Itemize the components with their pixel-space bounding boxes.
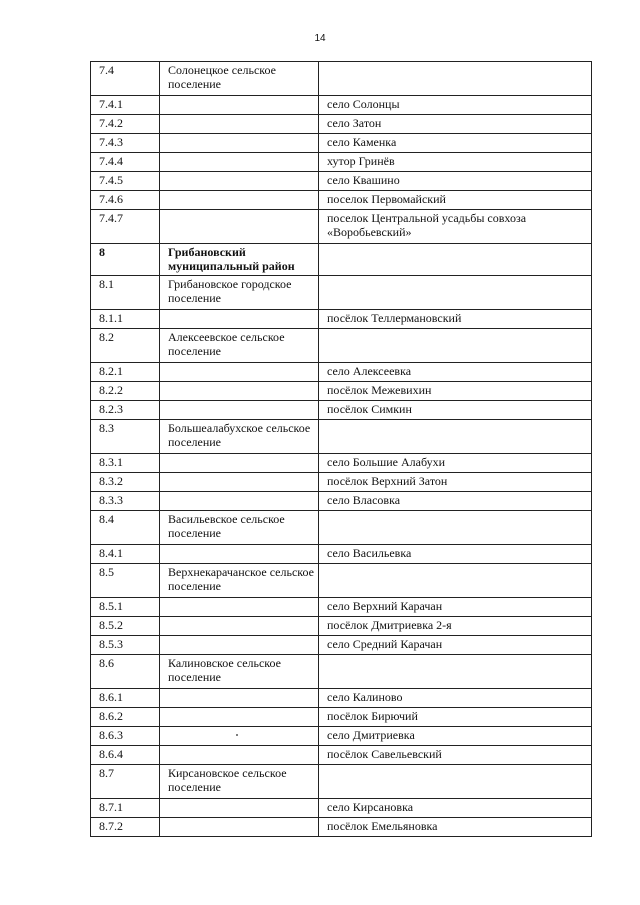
table-row: [91, 473, 592, 492]
row-code-cell: 8.5: [91, 564, 160, 598]
row-code-cell: 8.3.3: [91, 492, 160, 511]
row-settlement-cell: Солонецкое сельское поселение: [160, 62, 319, 96]
row-locality-cell: село Васильевка: [319, 545, 592, 564]
table-row: [91, 382, 592, 401]
row-settlement-cell: [160, 115, 319, 134]
table-row: [91, 727, 592, 746]
row-locality-cell: село Большие Алабухи: [319, 454, 592, 473]
row-settlement-cell: [160, 799, 319, 818]
row-code-cell: 7.4: [91, 62, 160, 96]
row-settlement-cell: [160, 96, 319, 115]
table-row: [91, 708, 592, 727]
row-settlement-cell: [160, 191, 319, 210]
table-row: [91, 420, 592, 454]
row-settlement-cell: Верхнекарачанское сельское поселение: [160, 564, 319, 598]
row-code-cell: 8.5.3: [91, 636, 160, 655]
row-locality-cell: [319, 62, 592, 96]
row-settlement-cell: [160, 598, 319, 617]
table-row: [91, 191, 592, 210]
row-settlement-cell: [160, 689, 319, 708]
row-code-cell: 8: [91, 244, 160, 276]
table-row: [91, 545, 592, 564]
row-settlement-cell: [160, 363, 319, 382]
table-row: [91, 454, 592, 473]
row-locality-cell: село Средний Карачан: [319, 636, 592, 655]
settlements-table-body: [91, 62, 592, 837]
row-code-cell: 7.4.3: [91, 134, 160, 153]
row-settlement-cell: [160, 310, 319, 329]
row-locality-cell: село Каменка: [319, 134, 592, 153]
row-locality-cell: хутор Гринёв: [319, 153, 592, 172]
row-settlement-cell: Большеалабухское сельское поселение: [160, 420, 319, 454]
table-row: [91, 689, 592, 708]
table-row: [91, 799, 592, 818]
row-locality-cell: посёлок Дмитриевка 2-я: [319, 617, 592, 636]
row-settlement-cell: [160, 636, 319, 655]
row-code-cell: 8.4: [91, 511, 160, 545]
row-code-cell: 8.6.1: [91, 689, 160, 708]
row-locality-cell: посёлок Межевихин: [319, 382, 592, 401]
row-locality-cell: село Квашино: [319, 172, 592, 191]
table-row: [91, 598, 592, 617]
row-locality-cell: село Верхний Карачан: [319, 598, 592, 617]
table-row: [91, 134, 592, 153]
row-code-cell: 7.4.2: [91, 115, 160, 134]
row-code-cell: 8.3.2: [91, 473, 160, 492]
row-locality-cell: [319, 420, 592, 454]
row-settlement-cell: [160, 454, 319, 473]
row-locality-cell: село Солонцы: [319, 96, 592, 115]
row-settlement-cell: [160, 492, 319, 511]
row-code-cell: 8.6.3: [91, 727, 160, 746]
table-row: [91, 244, 592, 276]
row-locality-cell: поселок Первомайский: [319, 191, 592, 210]
row-settlement-cell: Васильевское сельское поселение: [160, 511, 319, 545]
row-settlement-cell: [160, 401, 319, 420]
row-locality-cell: посёлок Емельяновка: [319, 818, 592, 837]
table-row: [91, 115, 592, 134]
row-code-cell: 8.4.1: [91, 545, 160, 564]
scan-speck: [236, 734, 238, 736]
table-row: [91, 818, 592, 837]
row-locality-cell: посёлок Симкин: [319, 401, 592, 420]
row-settlement-cell: [160, 473, 319, 492]
row-settlement-cell: [160, 708, 319, 727]
page-number: 14: [314, 33, 326, 44]
row-locality-cell: посёлок Верхний Затон: [319, 473, 592, 492]
row-settlement-cell: Калиновское сельское поселение: [160, 655, 319, 689]
table-row: [91, 401, 592, 420]
row-code-cell: 7.4.4: [91, 153, 160, 172]
table-row: [91, 172, 592, 191]
row-settlement-cell: [160, 727, 319, 746]
row-locality-cell: село Дмитриевка: [319, 727, 592, 746]
table-row: [91, 96, 592, 115]
row-settlement-cell: [160, 545, 319, 564]
row-settlement-cell: [160, 210, 319, 244]
row-code-cell: 7.4.1: [91, 96, 160, 115]
row-code-cell: 8.3.1: [91, 454, 160, 473]
row-settlement-cell: [160, 172, 319, 191]
row-locality-cell: [319, 511, 592, 545]
row-locality-cell: [319, 564, 592, 598]
table-row: [91, 564, 592, 598]
row-code-cell: 8.1: [91, 276, 160, 310]
row-settlement-cell: [160, 153, 319, 172]
row-settlement-cell: Кирсановское сельское поселение: [160, 765, 319, 799]
row-locality-cell: [319, 329, 592, 363]
row-code-cell: 8.7: [91, 765, 160, 799]
row-code-cell: 8.3: [91, 420, 160, 454]
row-settlement-cell: [160, 746, 319, 765]
row-code-cell: 8.5.2: [91, 617, 160, 636]
row-locality-cell: село Калиново: [319, 689, 592, 708]
table-row: [91, 276, 592, 310]
table-row: [91, 153, 592, 172]
table-row: [91, 210, 592, 244]
table-row: [91, 492, 592, 511]
table-row: [91, 310, 592, 329]
row-code-cell: 8.2.3: [91, 401, 160, 420]
row-locality-cell: село Кирсановка: [319, 799, 592, 818]
row-settlement-cell: Грибановский муниципальный район: [160, 244, 319, 276]
row-locality-cell: [319, 244, 592, 276]
row-locality-cell: [319, 655, 592, 689]
row-settlement-cell: [160, 818, 319, 837]
row-locality-cell: посёлок Теллермановский: [319, 310, 592, 329]
table-row: [91, 511, 592, 545]
row-settlement-cell: [160, 134, 319, 153]
row-code-cell: 8.2.2: [91, 382, 160, 401]
row-code-cell: 8.2.1: [91, 363, 160, 382]
row-code-cell: 7.4.7: [91, 210, 160, 244]
row-code-cell: 8.6: [91, 655, 160, 689]
row-code-cell: 8.7.1: [91, 799, 160, 818]
table-row: [91, 62, 592, 96]
row-locality-cell: село Власовка: [319, 492, 592, 511]
row-locality-cell: посёлок Бирючий: [319, 708, 592, 727]
row-code-cell: 8.1.1: [91, 310, 160, 329]
table-row: [91, 363, 592, 382]
row-code-cell: 8.7.2: [91, 818, 160, 837]
row-settlement-cell: [160, 382, 319, 401]
row-code-cell: 7.4.5: [91, 172, 160, 191]
settlements-table: [90, 61, 592, 837]
row-code-cell: 8.6.4: [91, 746, 160, 765]
table-row: [91, 636, 592, 655]
table-row: [91, 655, 592, 689]
row-locality-cell: село Затон: [319, 115, 592, 134]
row-settlement-cell: Алексеевское сельское поселение: [160, 329, 319, 363]
row-locality-cell: [319, 765, 592, 799]
row-code-cell: 8.5.1: [91, 598, 160, 617]
table-row: [91, 329, 592, 363]
table-row: [91, 765, 592, 799]
table-row: [91, 617, 592, 636]
row-settlement-cell: Грибановское городское поселение: [160, 276, 319, 310]
row-locality-cell: поселок Центральной усадьбы совхоза «Воробьевский»: [319, 210, 592, 244]
row-settlement-cell: [160, 617, 319, 636]
row-code-cell: 7.4.6: [91, 191, 160, 210]
row-code-cell: 8.2: [91, 329, 160, 363]
row-code-cell: 8.6.2: [91, 708, 160, 727]
row-locality-cell: село Алексеевка: [319, 363, 592, 382]
row-locality-cell: посёлок Савельевский: [319, 746, 592, 765]
table-row: [91, 746, 592, 765]
row-locality-cell: [319, 276, 592, 310]
